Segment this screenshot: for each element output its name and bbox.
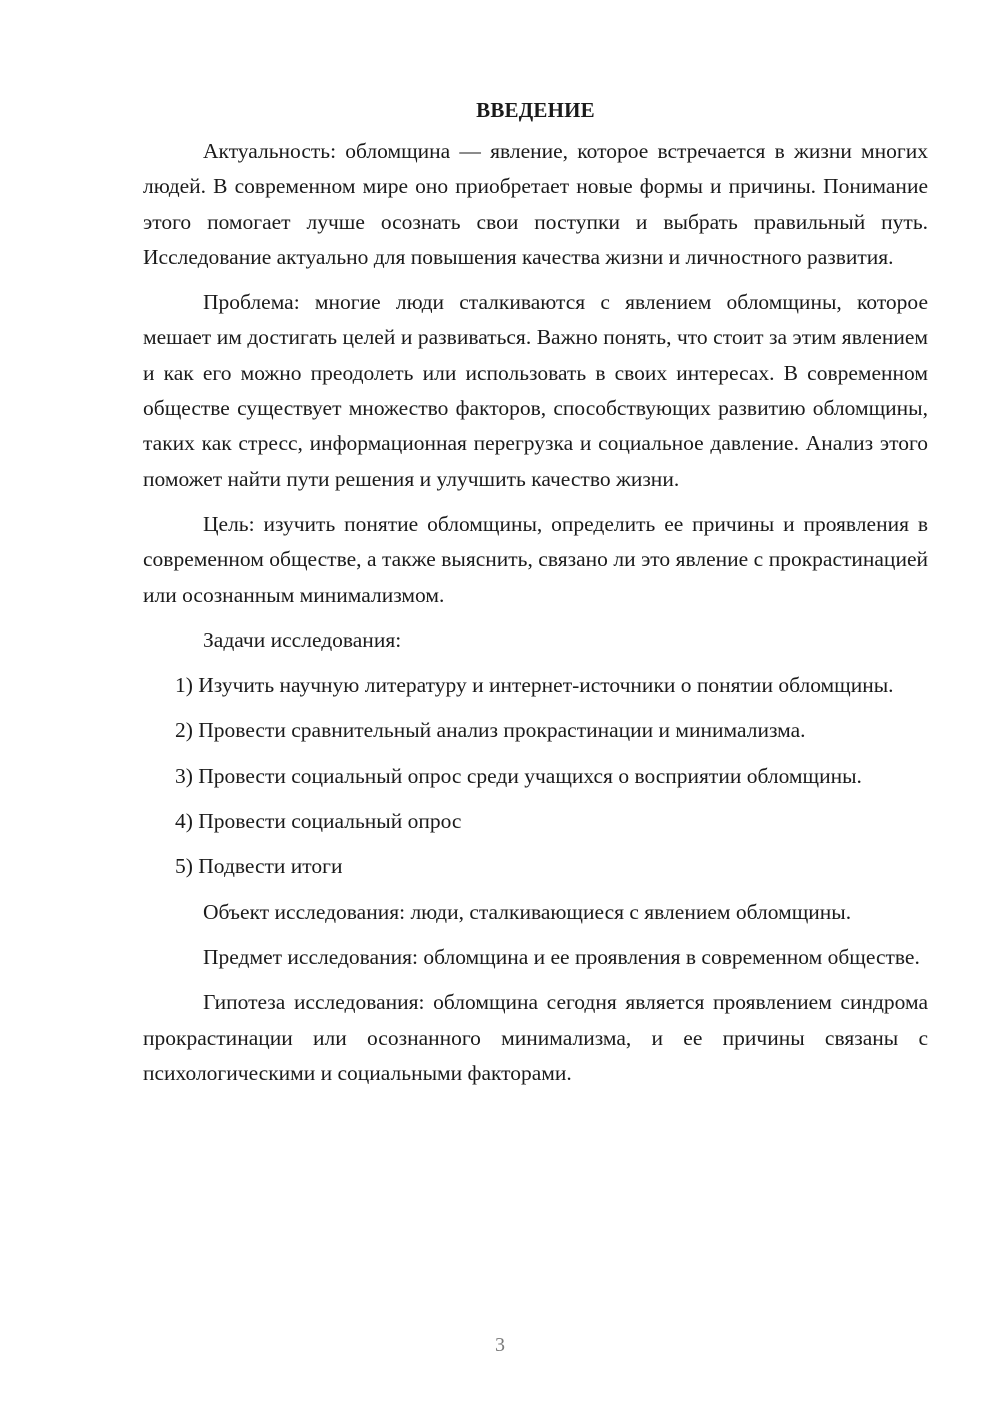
task-item-4: 4) Провести социальный опрос [175, 809, 462, 834]
relevance-paragraph: Актуальность: обломщина — явление, которое встречается в жизни многих людей. В современном мире оно приобретает новые формы и причины. Понимание этого помогает лучше осознать свои поступки и выбрать правильный путь. Исследование актуально для повышения качества жизни и личностного развития. [143, 139, 928, 269]
task-item-3: 3) Провести социальный опрос среди учащихся о восприятии обломщины. [175, 763, 862, 788]
task-item-1: 1) Изучить научную литературу и интернет-источники о понятии обломщины. [175, 673, 894, 698]
page-number: 3 [495, 1334, 505, 1356]
task-item-2: 2) Провести сравнительный анализ прокрастинации и минимализма. [175, 718, 806, 743]
subject-paragraph: Предмет исследования: обломщина и ее проявления в современном обществе. [203, 944, 920, 969]
section-heading: ВВЕДЕНИЕ [476, 98, 595, 122]
problem-paragraph: Проблема: многие люди сталкиваются с явлением обломщины, которое мешает им достигать целей и развиваться. Важно понять, что стоит за этим явлением и как его можно преодолеть или использовать в своих интересах. В современном обществе существует множество факторов, способствующих развитию обломщины, таких как стресс, информационная перегрузка и социальное давление. Анализ этого поможет найти пути решения и улучшить качество жизни. [143, 290, 928, 491]
object-paragraph: Объект исследования: люди, сталкивающиеся с явлением обломщины. [203, 899, 852, 924]
tasks-title: Задачи исследования: [203, 627, 402, 652]
task-item-5: 5) Подвести итоги [175, 854, 343, 879]
document-page [143, 92, 928, 1091]
hypothesis-paragraph: Гипотеза исследования: обломщина сегодня является проявлением синдрома прокрастинации или осознанного минимализма, и ее причины связаны с психологическими и социальными факторами. [143, 990, 928, 1085]
goal-paragraph: Цель: изучить понятие обломщины, определить ее причины и проявления в современном обществе, а также выяснить, связано ли это явление с прокрастинацией или осознанным минимализмом. [143, 511, 928, 607]
